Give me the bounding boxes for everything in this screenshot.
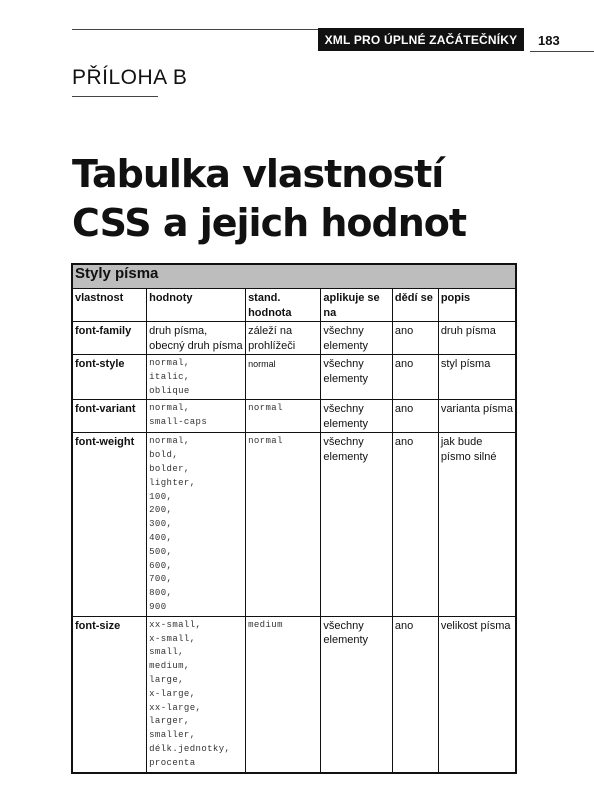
cell-line: x-large,	[149, 688, 196, 699]
cell-line: bold,	[149, 450, 179, 461]
cell-line: oblique	[149, 385, 190, 396]
cell-line: obecný druh písma	[149, 339, 243, 352]
description-cell	[438, 616, 516, 772]
cell-line: normal,	[149, 358, 190, 368]
column-header: dědí se	[392, 289, 438, 322]
cell-line: styl písma	[440, 358, 491, 370]
cell-line: všechny	[323, 358, 364, 370]
inherited-cell: ano	[392, 616, 438, 772]
property-cell: font-family	[72, 322, 147, 355]
cell-line: záleží na	[248, 325, 293, 337]
cell-line: medium,	[149, 661, 190, 672]
cell-line: 800,	[149, 588, 173, 599]
cell-line: 200,	[149, 505, 173, 516]
cell-line: procenta	[149, 757, 196, 768]
table-row	[72, 433, 516, 616]
description-cell	[438, 400, 516, 433]
default-cell	[246, 616, 321, 772]
values-cell	[147, 433, 246, 616]
default-cell	[246, 322, 321, 355]
column-header: vlastnost	[72, 289, 147, 322]
page-number-rule	[530, 51, 594, 52]
property-cell: font-size	[72, 616, 147, 772]
cell-line: lighter,	[149, 477, 196, 488]
cell-line: elementy	[323, 372, 369, 385]
css-properties-table	[71, 263, 517, 774]
cell-line: larger,	[149, 716, 190, 727]
cell-line: druh písma,	[149, 325, 208, 337]
column-header: popis	[438, 289, 516, 322]
cell-line: normal	[248, 436, 283, 447]
appendix-label: PŘÍLOHA B	[72, 66, 188, 89]
cell-line: prohlížeči	[248, 339, 296, 352]
table-row	[72, 616, 516, 772]
cell-line: normal,	[149, 403, 190, 414]
description-cell	[438, 433, 516, 616]
appendix-rule	[72, 96, 158, 97]
cell-line: písmo silné	[440, 450, 497, 463]
cell-line: xx-large,	[149, 702, 202, 713]
table-section-row	[72, 264, 516, 289]
cell-line: normal,	[149, 436, 190, 447]
cell-line: všechny	[323, 403, 364, 416]
values-cell	[147, 322, 246, 355]
inherited-cell: ano	[392, 355, 438, 400]
running-head: XML PRO ÚPLNÉ ZAČÁTEČNÍKY	[318, 28, 524, 51]
applies-to-cell	[321, 400, 393, 433]
cell-line: 100,	[149, 491, 173, 502]
applies-to-cell	[321, 616, 393, 772]
header-rule	[72, 29, 322, 30]
cell-line: druh písma	[440, 325, 496, 337]
cell-line: varianta písma	[440, 403, 513, 416]
cell-line: elementy	[323, 417, 369, 430]
cell-line: 700,	[149, 574, 173, 585]
table-header-row	[72, 289, 516, 322]
table-row	[72, 400, 516, 433]
cell-line: x-small,	[149, 633, 196, 644]
table-section-title: Styly písma	[72, 264, 516, 289]
cell-line: 900	[149, 601, 167, 612]
property-cell: font-weight	[72, 433, 147, 616]
inherited-cell: ano	[392, 400, 438, 433]
cell-line: 500,	[149, 546, 173, 557]
cell-line: elementy	[323, 634, 369, 647]
cell-line: všechny	[323, 619, 364, 632]
values-cell	[147, 400, 246, 433]
chapter-title-line-1: Tabulka vlastností	[72, 152, 444, 196]
cell-line: jak bude	[440, 436, 483, 449]
page-number: 183	[538, 33, 560, 48]
default-cell	[246, 355, 321, 400]
inherited-cell: ano	[392, 433, 438, 616]
description-cell	[438, 322, 516, 355]
table-body	[72, 322, 516, 773]
default-cell	[246, 433, 321, 616]
cell-line: 400,	[149, 532, 173, 543]
cell-line: large,	[149, 674, 184, 685]
column-header: hodnoty	[147, 289, 246, 322]
chapter-title	[72, 150, 542, 248]
property-cell: font-style	[72, 355, 147, 400]
cell-line: všechny	[323, 325, 364, 337]
property-cell: font-variant	[72, 400, 147, 433]
cell-line: small,	[149, 647, 184, 658]
cell-line: velikost písma	[440, 619, 511, 632]
chapter-title-line-2: CSS a jejich hodnot	[72, 201, 467, 245]
cell-line: 600,	[149, 560, 173, 571]
column-header: aplikuje se na	[321, 289, 393, 322]
cell-line: medium	[248, 619, 283, 630]
cell-line: normal	[248, 403, 283, 414]
cell-line: elementy	[323, 450, 369, 463]
description-cell	[438, 355, 516, 400]
table-row	[72, 355, 516, 400]
cell-line: délk.jednotky,	[149, 743, 231, 754]
cell-line: bolder,	[149, 463, 190, 474]
applies-to-cell	[321, 322, 393, 355]
applies-to-cell	[321, 355, 393, 400]
cell-line: smaller,	[149, 730, 196, 741]
cell-line: small-caps	[149, 417, 208, 428]
cell-line: italic,	[149, 371, 190, 382]
default-cell	[246, 400, 321, 433]
column-header: stand. hodnota	[246, 289, 321, 322]
cell-line: všechny	[323, 436, 364, 449]
applies-to-cell	[321, 433, 393, 616]
values-cell	[147, 355, 246, 400]
cell-line: elementy	[323, 339, 369, 352]
cell-line: xx-small,	[149, 619, 202, 630]
cell-line: normal	[248, 359, 276, 369]
cell-line: 300,	[149, 519, 173, 530]
values-cell	[147, 616, 246, 772]
table-row	[72, 322, 516, 355]
inherited-cell: ano	[392, 322, 438, 355]
